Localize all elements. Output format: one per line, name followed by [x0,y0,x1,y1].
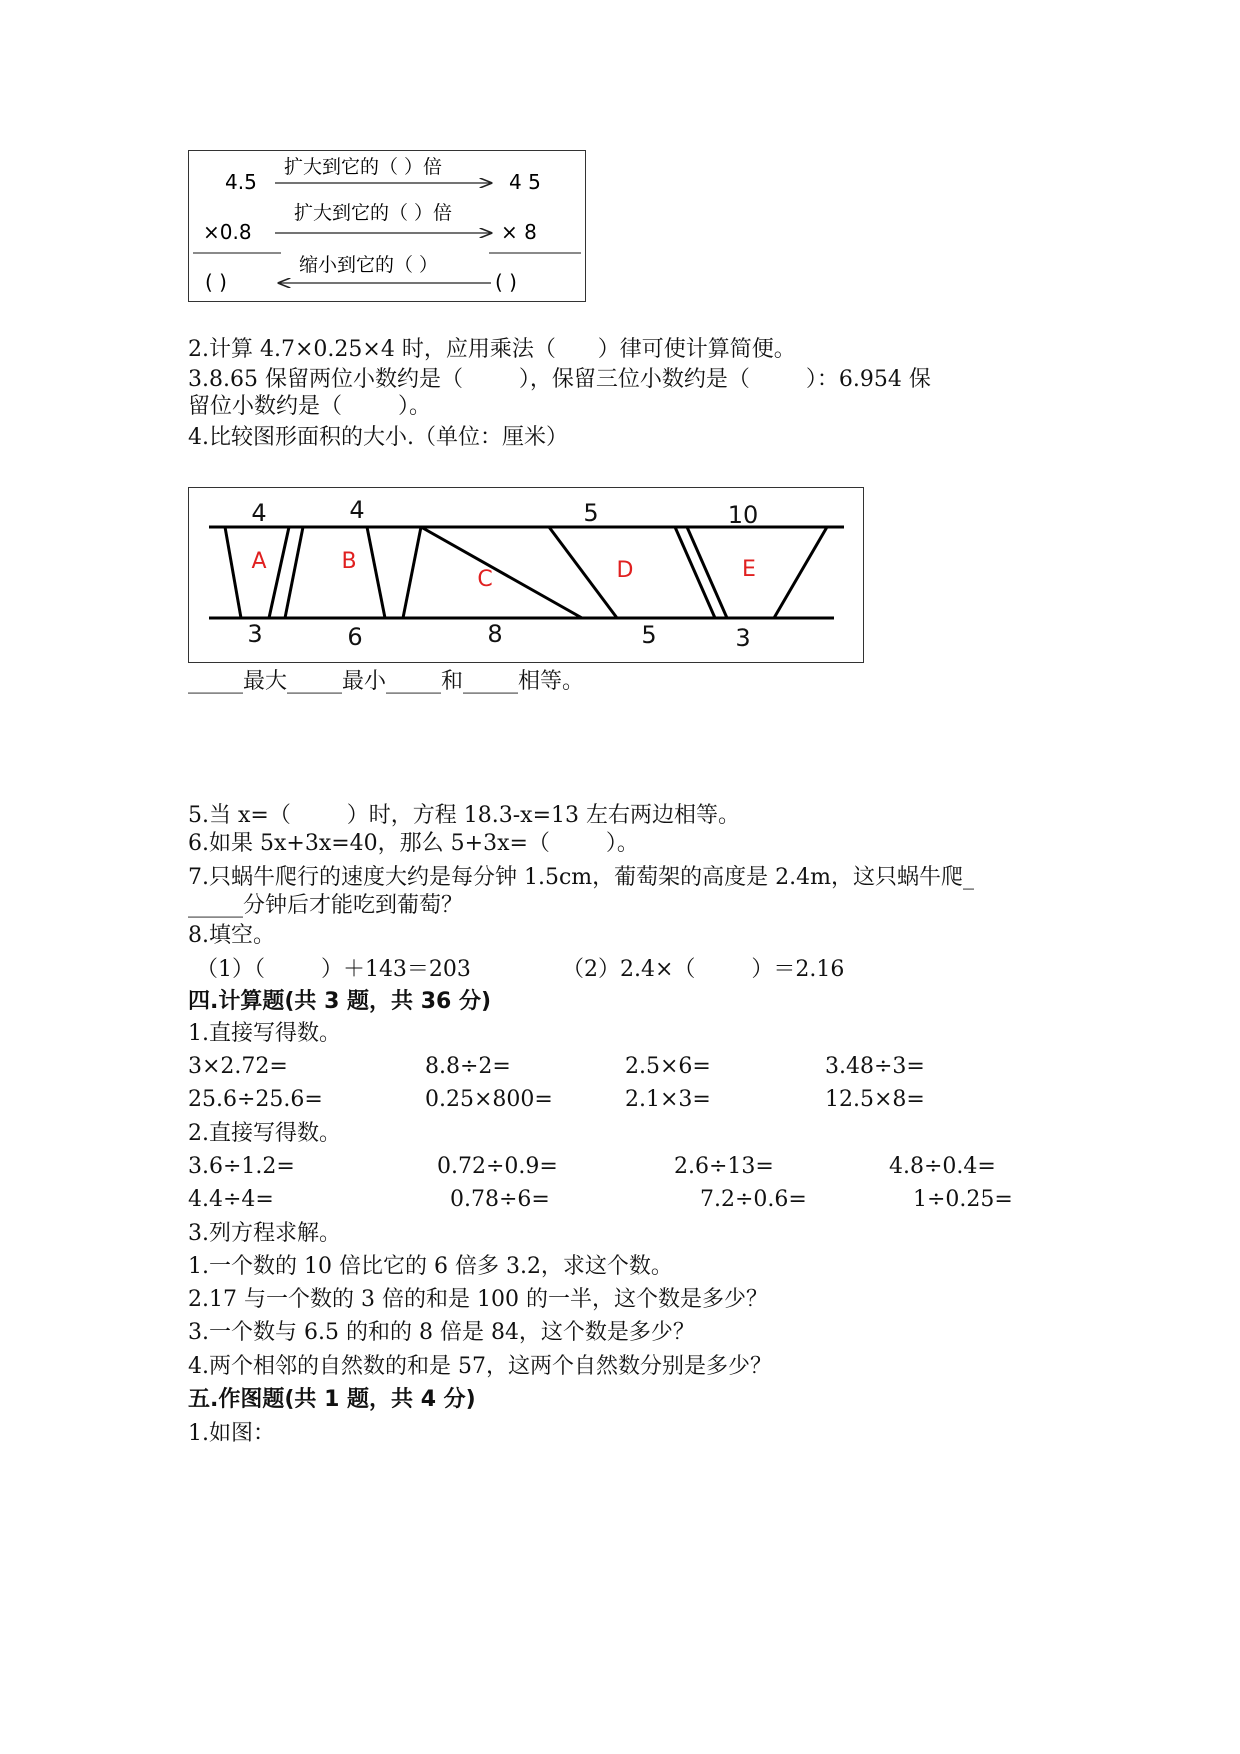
calc2-item: 4.4÷4= [188,1187,274,1212]
calc1-item: 0.25×800= [425,1087,553,1112]
top-label-b: 4 [349,496,365,524]
question-8: 8.填空。 [188,923,275,948]
shape-a-right-edge [269,527,289,618]
question-7-line2: _____分钟后才能吃到葡萄？ [188,893,464,918]
shape-b-left-edge [285,527,303,618]
calc2-item: 4.8÷0.4= [889,1154,996,1179]
calc1-item: 2.1×3= [625,1087,711,1112]
shape-d-right-edge [675,527,715,618]
section-4-question-1: 1.直接写得数。 [188,1021,341,1046]
shape-label-d: D [616,558,634,583]
area-comparison-figure [188,487,864,663]
bottom-label-d: 5 [641,621,657,649]
question-7-line1: 7.只蜗牛爬行的速度大约是每分钟 1.5cm，葡萄架的高度是 2.4m，这只蜗牛爬_ [188,865,974,890]
section-5-heading: 五.作图题(共 1 题，共 4 分) [188,1387,476,1412]
section-4-question-3: 3.列方程求解。 [188,1221,341,1246]
bottom-label-c: 8 [487,620,503,648]
diagram-row2-left: ×0.8 [203,220,252,244]
shape-c-left-edge [403,527,421,618]
diagram-row1-label: 扩大到它的（ ）倍 [284,156,443,178]
multiplication-diagram-svg [189,151,585,301]
calc1-item: 2.5×6= [625,1054,711,1079]
section-4-heading: 四.计算题(共 3 题，共 36 分) [188,989,492,1014]
calc2-item: 3.6÷1.2= [188,1154,295,1179]
diagram-row3-left: ( ) [205,270,227,294]
shape-label-e: E [742,557,756,582]
calc2-item: 0.72÷0.9= [437,1154,558,1179]
area-comparison-svg [189,488,863,662]
shape-label-a: A [251,549,267,574]
bottom-label-e: 3 [735,624,751,652]
diagram-row1-right: 4 5 [509,170,541,194]
calc2-item: 0.78÷6= [450,1187,550,1212]
calc2-item: 7.2÷0.6= [700,1187,807,1212]
question-5: 5.当 x=（ ）时，方程 18.3-x=13 左右两边相等。 [188,803,741,828]
calc1-item: 25.6÷25.6= [188,1087,323,1112]
shape-e-right-edge [774,527,827,618]
section-4-question-2: 2.直接写得数。 [188,1121,341,1146]
shape-b-right-edge [367,527,385,618]
calc1-item: 3×2.72= [188,1054,288,1079]
top-label-a: 4 [251,499,267,527]
question-2: 2.计算 4.7×0.25×4 时，应用乘法（ ）律可使计算简便。 [188,337,796,362]
diagram-row3-label: 缩小到它的（ ） [299,254,439,276]
calc1-item: 8.8÷2= [425,1054,511,1079]
diagram-row3-right: ( ) [495,270,517,294]
question-3-line1: 3.8.65 保留两位小数约是（ ），保留三位小数约是（ ）：6.954 保 [188,367,931,392]
question-3-line2: 留位小数约是（ ）。 [188,394,431,419]
equation-problem-4: 4.两个相邻的自然数的和是 57，这两个自然数分别是多少？ [188,1354,772,1379]
calc1-item: 12.5×8= [825,1087,925,1112]
diagram-row1-left: 4.5 [225,170,257,194]
diagram-row2-right: × 8 [501,220,537,244]
calc2-item: 2.6÷13= [674,1154,774,1179]
calc1-item: 3.48÷3= [825,1054,925,1079]
equation-problem-2: 2.17 与一个数的 3 倍的和是 100 的一半，这个数是多少？ [188,1287,768,1312]
section-5-question-1: 1.如图： [188,1421,275,1446]
question-8-part1: （1）（ ）＋143＝203 [196,957,471,982]
calc2-item: 1÷0.25= [913,1187,1013,1212]
question-6: 6.如果 5x+3x=40，那么 5+3x=（ ）。 [188,831,639,856]
shape-label-c: C [477,567,493,592]
shape-a-left-edge [225,527,241,618]
question-4: 4.比较图形面积的大小.（单位：厘米） [188,425,568,450]
multiplication-diagram [188,150,586,302]
top-label-e: 10 [727,501,759,529]
top-label-d: 5 [583,499,599,527]
diagram-row2-label: 扩大到它的（ ）倍 [294,202,453,224]
shape-e-left-edge [687,527,727,618]
question-4-answer: _____最大_____最小_____和_____相等。 [188,669,585,694]
question-8-part2: （2）2.4×（ ）＝2.16 [562,957,845,982]
equation-problem-3: 3.一个数与 6.5 的和的 8 倍是 84，这个数是多少？ [188,1320,695,1345]
equation-problem-1: 1.一个数的 10 倍比它的 6 倍多 3.2，求这个数。 [188,1254,673,1279]
bottom-label-b: 6 [347,623,363,651]
shape-label-b: B [341,549,357,574]
bottom-label-a: 3 [247,620,263,648]
